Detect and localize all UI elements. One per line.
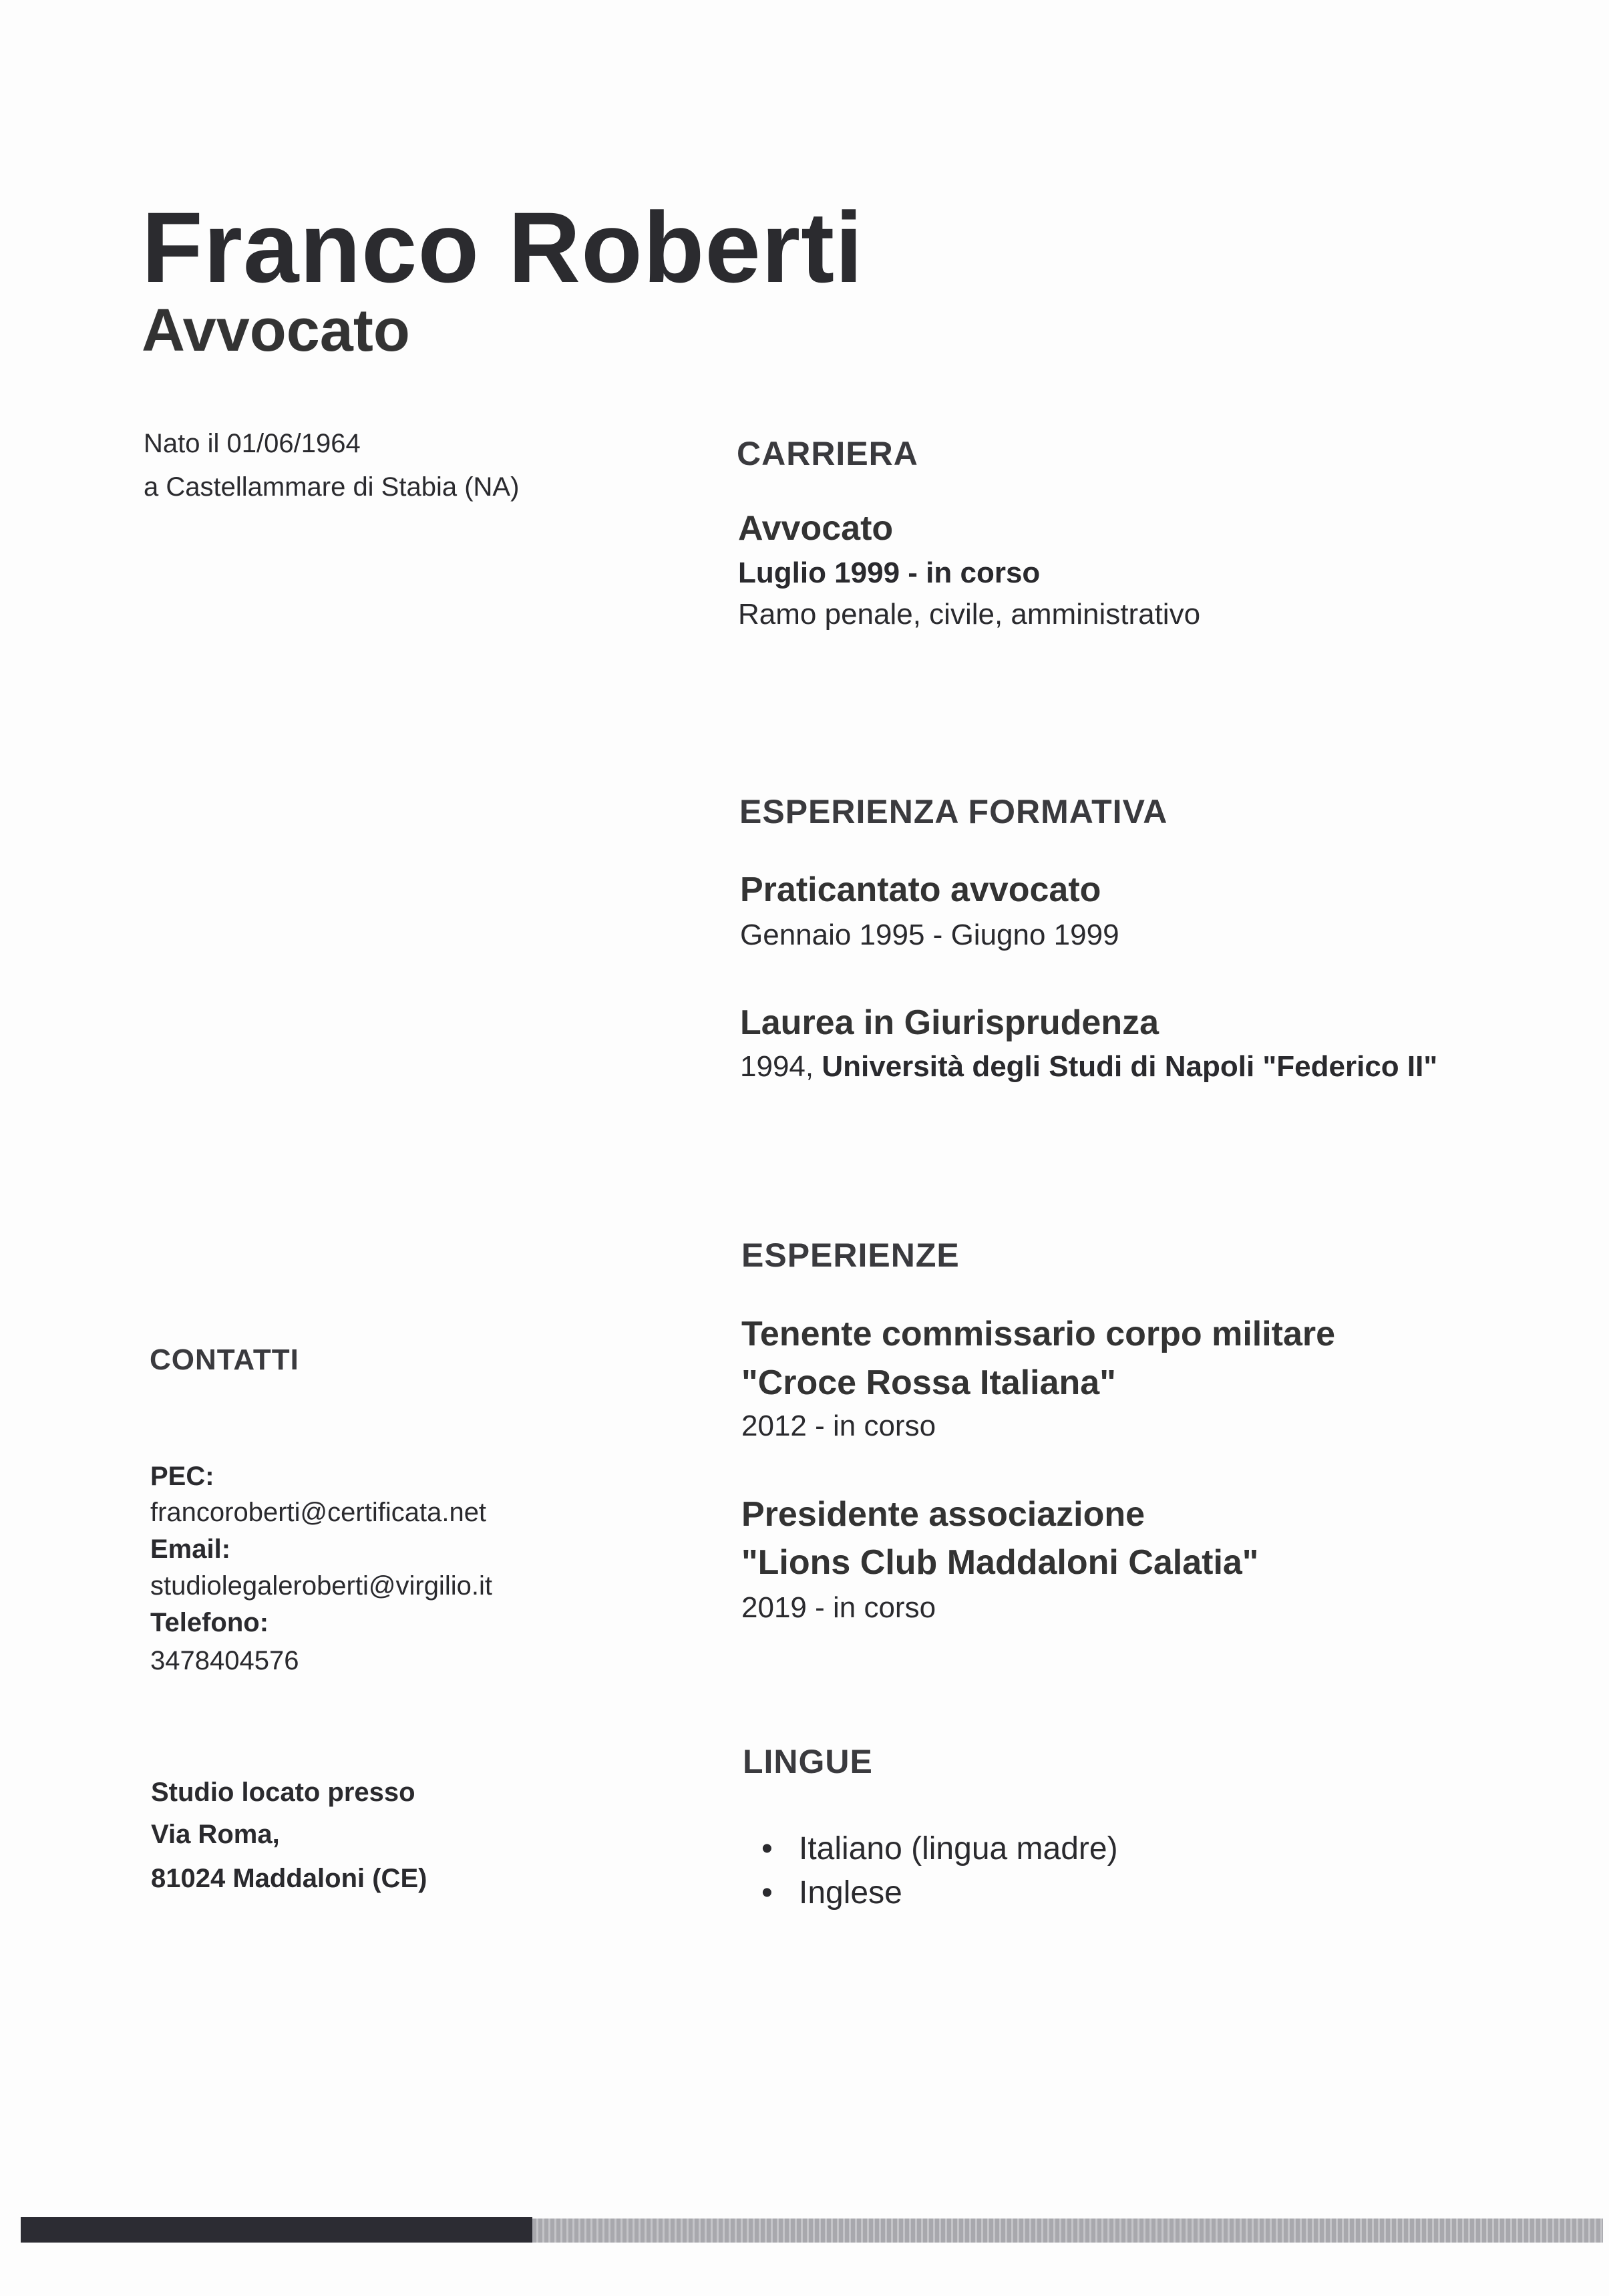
university: Università degli Studi di Napoli "Federico II" — [822, 1050, 1438, 1083]
contatti-heading: CONTATTI — [150, 1343, 299, 1376]
lingue-heading: LINGUE — [743, 1743, 873, 1780]
studio-line: Studio locato presso — [151, 1778, 415, 1807]
birth-date: Nato il 01/06/1964 — [144, 429, 361, 458]
formativa-item-detail — [740, 1052, 1437, 1082]
esperienza-org: "Croce Rossa Italiana" — [741, 1363, 1116, 1402]
lingua-item: • Inglese — [761, 1877, 902, 1909]
esperienza-period: 2019 - in corso — [741, 1591, 936, 1624]
esperienza-period: 2012 - in corso — [741, 1410, 936, 1442]
footer-bar-grey — [532, 2219, 1603, 2243]
phone-label: Telefono: — [150, 1608, 269, 1637]
carriera-desc: Ramo penale, civile, amministrativo — [738, 598, 1201, 631]
formativa-item-title: Praticantato avvocato — [740, 870, 1101, 909]
formativa-item-detail: Gennaio 1995 - Giugno 1999 — [740, 919, 1119, 951]
pec-label: PEC: — [150, 1462, 214, 1491]
job-title: Avvocato — [142, 297, 410, 364]
carriera-role: Avvocato — [738, 509, 894, 548]
birth-place: a Castellammare di Stabia (NA) — [144, 472, 520, 502]
studio-city: 81024 Maddaloni (CE) — [151, 1864, 427, 1893]
carriera-period: Luglio 1999 - in corso — [738, 556, 1041, 589]
formativa-heading: ESPERIENZA FORMATIVA — [739, 793, 1168, 830]
formativa-item-title: Laurea in Giurisprudenza — [740, 1003, 1159, 1042]
esperienze-heading: ESPERIENZE — [741, 1237, 960, 1274]
footer-bar-dark — [21, 2217, 532, 2243]
esperienza-title: Presidente associazione — [741, 1495, 1145, 1534]
email-label: Email: — [150, 1534, 231, 1564]
carriera-heading: CARRIERA — [737, 435, 918, 472]
phone-value[interactable]: 3478404576 — [150, 1646, 299, 1675]
pec-value[interactable]: francoroberti@certificata.net — [150, 1498, 487, 1527]
esperienza-org: "Lions Club Maddaloni Calatia" — [741, 1543, 1259, 1582]
esperienza-title: Tenente commissario corpo militare — [741, 1315, 1336, 1353]
degree-year: 1994, — [740, 1050, 814, 1083]
studio-street: Via Roma, — [151, 1820, 280, 1849]
email-value[interactable]: studiolegaleroberti@virgilio.it — [150, 1571, 492, 1601]
lingua-item: • Italiano (lingua madre) — [761, 1833, 1118, 1865]
person-name: Franco Roberti — [142, 191, 864, 303]
